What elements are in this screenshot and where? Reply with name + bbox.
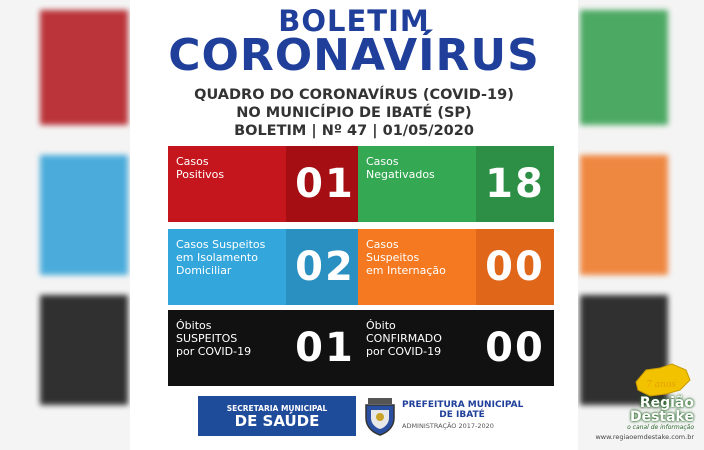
card-label [168, 146, 286, 222]
card-value: 18 [476, 146, 554, 222]
secretaria-line-1: SECRETARIA MUNICIPAL [226, 404, 328, 413]
brand-line-1: Região [639, 395, 694, 411]
card-label-line: Óbito [366, 319, 396, 332]
card-label-line: Casos [176, 155, 209, 168]
secretaria-line-2: DE SAÚDE [234, 412, 320, 430]
card-label-line: Positivos [176, 168, 225, 181]
card-value: 00 [476, 310, 554, 386]
regiao-destake-watermark [595, 360, 694, 441]
card-label [168, 229, 286, 305]
card-obitos-suspeitos [168, 310, 364, 386]
card-label-line: em Internação [366, 264, 446, 277]
card-label-line: Negativados [366, 168, 435, 181]
card-label-line: Domiciliar [176, 264, 232, 277]
card-label-line: por COVID-19 [366, 345, 442, 358]
brand-line-2: Destake [629, 409, 694, 425]
card-value: 01 [286, 310, 364, 386]
card-suspeitos-internacao [358, 229, 554, 305]
subtitle-line-1: QUADRO DO CORONAVÍRUS (COVID-19) [194, 87, 514, 103]
card-label-line: Óbitos [176, 319, 212, 332]
prefeitura-line-2: DE IBATÉ [439, 410, 485, 420]
card-label-line: Casos [366, 155, 399, 168]
administracao-text: ADMINISTRAÇÃO 2017-2020 [402, 422, 494, 430]
subtitle-line-2: NO MUNICÍPIO DE IBATÉ (SP) [236, 105, 472, 121]
prefeitura-line-1: PREFEITURA MUNICIPAL [402, 400, 524, 410]
prefeitura-ibate-logo [402, 396, 562, 436]
card-label [168, 310, 286, 386]
card-label-line: SUSPEITOS [176, 332, 238, 345]
brand-tagline: o canal de informação [627, 424, 694, 431]
card-suspeitos-isolamento [168, 229, 364, 305]
card-casos-positivos [168, 146, 364, 222]
card-label-line: Casos Suspeitos [176, 238, 266, 251]
title-coronavirus: CORONAVÍRUS [168, 30, 540, 81]
card-obito-confirmado [358, 310, 554, 386]
bulletin-poster [130, 0, 578, 450]
card-value: 02 [286, 229, 364, 305]
card-label-line: por COVID-19 [176, 345, 252, 358]
card-label [358, 146, 476, 222]
anos-badge: 7 anos [646, 380, 676, 390]
title-boletim: BOLETIM [278, 4, 430, 38]
card-value: 01 [286, 146, 364, 222]
card-label-line: em Isolamento [176, 251, 258, 264]
ibate-coat-of-arms-icon [360, 396, 400, 436]
brand-url: www.regiaoemdestake.com.br [595, 433, 694, 441]
card-casos-negativados [358, 146, 554, 222]
card-value: 00 [476, 229, 554, 305]
subtitle-line-3: BOLETIM | Nº 47 | 01/05/2020 [234, 123, 474, 139]
secretaria-saude-logo [198, 396, 356, 436]
card-label [358, 310, 476, 386]
card-label-line: Casos [366, 238, 399, 251]
card-label-line: Suspeitos [366, 251, 420, 264]
card-label [358, 229, 476, 305]
card-label-line: CONFIRMADO [366, 332, 442, 345]
